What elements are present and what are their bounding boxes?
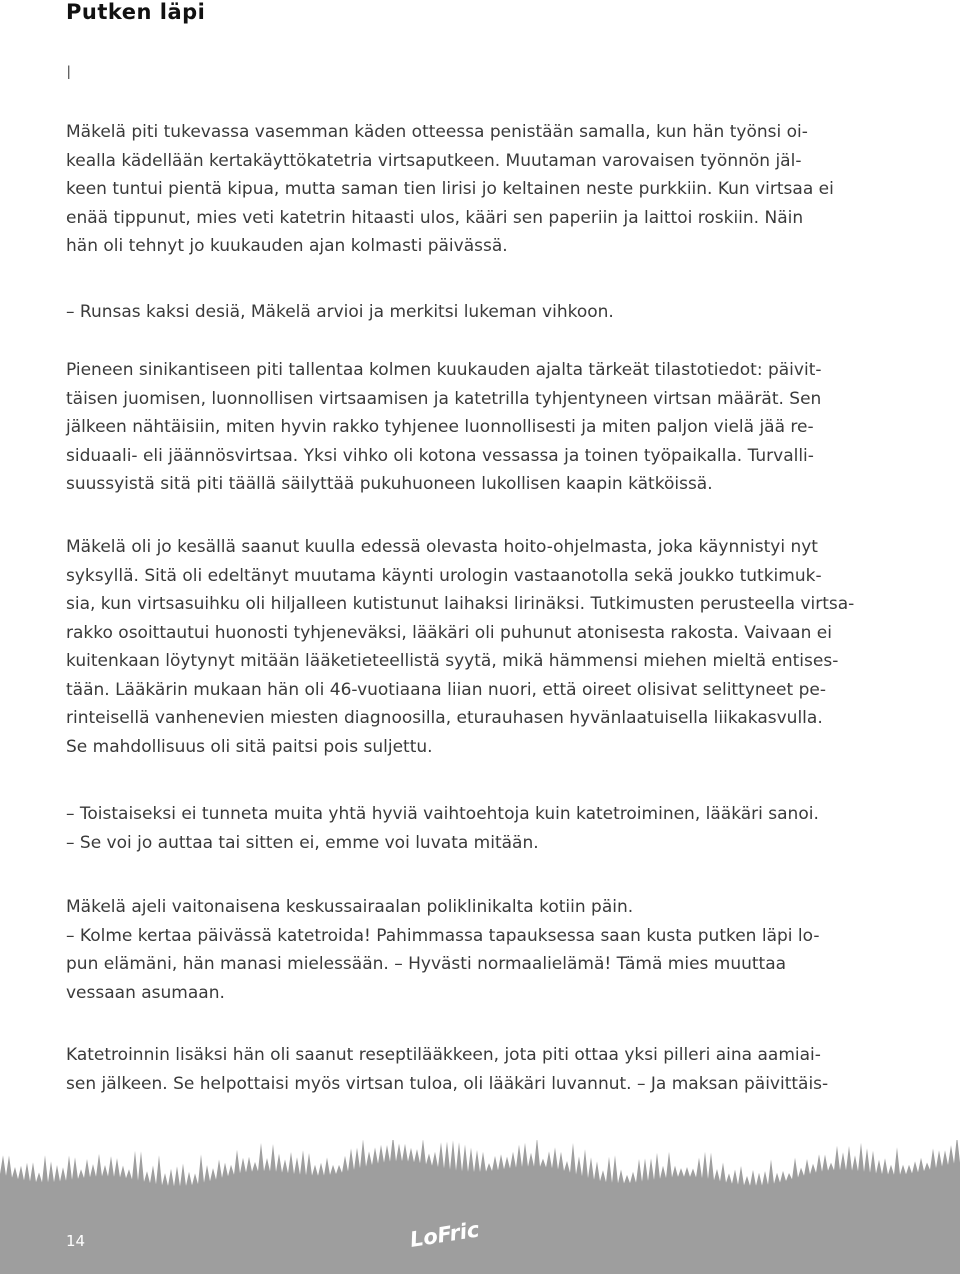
text-line: – Runsas kaksi desiä, Mäkelä arvioi ja merkitsi lukeman vihkoon.	[66, 302, 614, 322]
paragraph-4	[66, 533, 855, 761]
text-line: täisen juomisen, luonnollisen virtsaamisen ja katetrilla tyhjentyneen virtsan määrät. Sen	[66, 388, 822, 409]
page-title: Putken läpi	[66, 0, 206, 24]
text-line: – Kolme kertaa päivässä katetroida! Pahimmassa tapauksessa saan kusta putken läpi lo-	[66, 925, 820, 946]
paragraph-1	[66, 118, 834, 261]
text-line: kealla kädellään kertakäyttökatetria virtsaputkeen. Muutaman varovaisen työnnön jäl-	[66, 150, 802, 171]
paragraph-5	[66, 800, 819, 857]
paragraph-3	[66, 356, 822, 499]
text-line: sia, kun virtsasuihku oli hiljalleen kutistunut laihaksi lirinäksi. Tutkimusten perusteella virtsa-	[66, 594, 855, 614]
grass-silhouette	[0, 1140, 960, 1274]
text-line: rakko osoittautui huonosti tyhjeneväksi, lääkäri oli puhunut atonisesta rakosta. Vaivaan ei	[66, 622, 832, 643]
footer-grass-band	[0, 1140, 960, 1274]
paragraph-7	[66, 1041, 829, 1098]
text-line: Mäkelä piti tukevassa vasemman käden otteessa penistään samalla, kun hän työnsi oi-	[66, 122, 808, 142]
text-line: Mäkelä oli jo kesällä saanut kuulla edessä olevasta hoito-ohjelmasta, joka käynnistyi nyt	[66, 537, 818, 557]
text-line: sen jälkeen. Se helpottaisi myös virtsan tuloa, oli lääkäri luvannut. – Ja maksan päivittäis-	[66, 1073, 829, 1094]
text-line: keen tuntui pientä kipua, mutta saman tien lirisi jo keltainen neste purkkiin. Kun virtsaa ei	[66, 179, 834, 199]
page-number: 14	[66, 1232, 86, 1250]
chapter-mark: I	[66, 62, 72, 84]
text-line: – Se voi jo auttaa tai sitten ei, emme voi luvata mitään.	[66, 832, 539, 853]
text-line: suussyistä sitä piti täällä säilyttää pukuhuoneen lukollisen kaapin kätköissä.	[66, 474, 713, 494]
text-line: jälkeen nähtäisiin, miten hyvin rakko tyhjenee luonnollisesti ja miten paljon vielä jää re-	[66, 417, 814, 437]
lofric-logo: LoFric	[408, 1217, 481, 1252]
text-line: Katetroinnin lisäksi hän oli saanut reseptilääkkeen, jota piti ottaa yksi pilleri aina aamiai-	[66, 1045, 821, 1065]
text-line: – Toistaiseksi ei tunneta muita yhtä hyviä vaihtoehtoja kuin katetroiminen, lääkäri sanoi.	[66, 804, 819, 824]
text-line: Pieneen sinikantiseen piti tallentaa kolmen kuukauden ajalta tärkeät tilastotiedot: päivit-	[66, 360, 822, 380]
text-line: syksyllä. Sitä oli edeltänyt muutama käynti urologin vastaanotolla sekä joukko tutkimuk-	[66, 565, 822, 586]
text-line: Mäkelä ajeli vaitonaisena keskussairaalan poliklinikalta kotiin päin.	[66, 897, 634, 917]
paragraph-2	[66, 298, 801, 327]
text-line: vessaan asumaan.	[66, 982, 225, 1003]
text-line: rinteisellä vanhenevien miesten diagnoosilla, eturauhasen hyvänlaatuisella liikakasvulla.	[66, 708, 823, 728]
text-line: kuitenkaan löytynyt mitään lääketieteellistä syytä, mikä hämmensi miehen mieltä entises-	[66, 651, 839, 671]
text-line: tään. Lääkärin mukaan hän oli 46-vuotiaana liian nuori, että oireet olisivat selittyneet pe-	[66, 679, 826, 700]
paragraph-6	[66, 893, 820, 1007]
text-line: pun elämäni, hän manasi mielessään. – Hyvästi normaalielämä! Tämä mies muuttaa	[66, 954, 787, 974]
text-line: siduaali- eli jäännösvirtsaa. Yksi vihko oli kotona vessassa ja toinen työpaikalla. Turvalli-	[66, 445, 814, 466]
text-line: hän oli tehnyt jo kuukauden ajan kolmasti päivässä.	[66, 236, 508, 256]
text-line: enää tippunut, mies veti katetrin hitaasti ulos, kääri sen paperiin ja laittoi roskiin. Näin	[66, 207, 804, 228]
text-line: Se mahdollisuus oli sitä paitsi pois suljettu.	[66, 736, 433, 757]
